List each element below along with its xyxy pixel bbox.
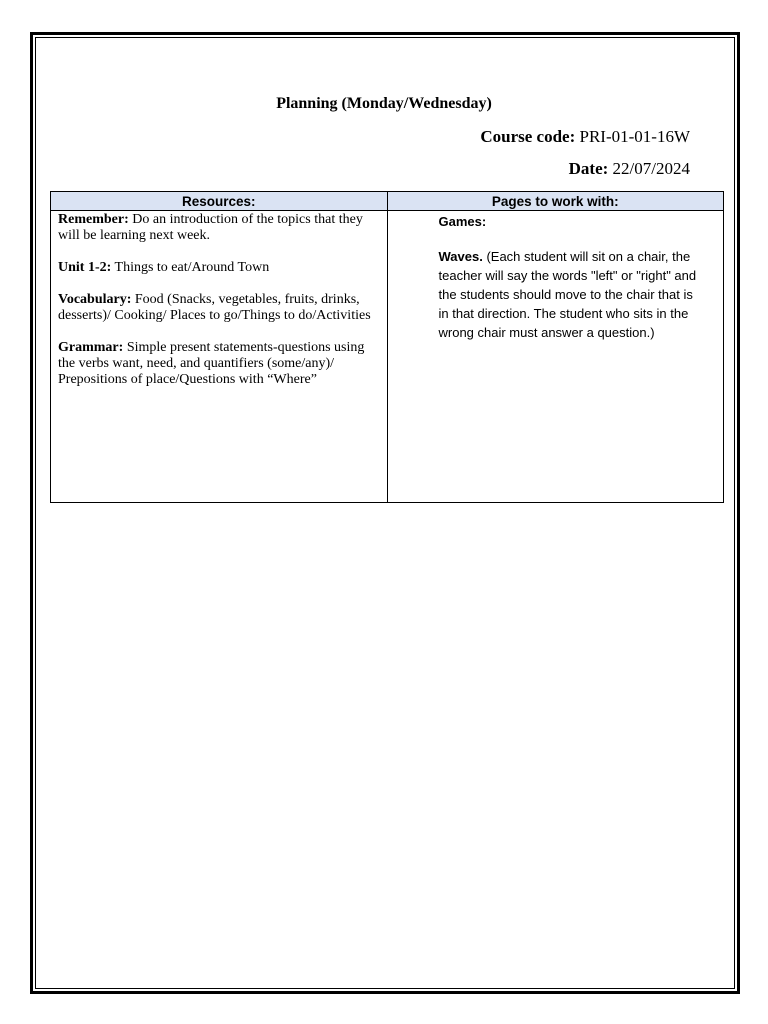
resources-header: Resources: bbox=[51, 192, 388, 211]
table-row bbox=[51, 211, 724, 503]
resource-remember bbox=[58, 212, 381, 244]
table-header-row bbox=[51, 192, 724, 211]
pages-header: Pages to work with: bbox=[387, 192, 724, 211]
page-border-inner bbox=[35, 37, 735, 989]
date-value: 22/07/2024 bbox=[608, 159, 690, 178]
games-activity bbox=[439, 247, 706, 342]
resources-cell bbox=[51, 211, 388, 503]
resource-text: Do an introduction of the topics that they will be learning next week. bbox=[58, 212, 363, 243]
date-label: Date: bbox=[568, 159, 609, 178]
resource-unit bbox=[58, 260, 381, 276]
activity-label: Waves. bbox=[438, 249, 483, 264]
resource-label: Vocabulary: bbox=[58, 292, 132, 307]
course-code-line bbox=[480, 127, 690, 147]
resource-label: Grammar: bbox=[58, 340, 124, 355]
resource-label: Unit 1-2: bbox=[58, 260, 112, 275]
document-title: Planning (Monday/Wednesday) bbox=[276, 95, 492, 112]
resource-text: Food (Snacks, vegetables, fruits, drinks, desserts)/ Cooking/ Places to go/Things to do/Activities bbox=[58, 292, 371, 323]
resource-label: Remember: bbox=[58, 212, 129, 227]
resource-vocabulary bbox=[58, 292, 381, 324]
resource-text: Simple present statements-questions using the verbs want, need, and quantifiers (some/any)/ Prepositions of place/Questions with “Where” bbox=[58, 340, 365, 387]
pages-cell bbox=[387, 211, 724, 503]
date-line bbox=[569, 159, 690, 179]
resource-grammar bbox=[58, 340, 381, 388]
planning-table bbox=[50, 191, 724, 503]
games-heading: Games: bbox=[438, 214, 487, 229]
resource-text: Things to eat/Around Town bbox=[111, 260, 270, 275]
course-code-value: PRI-01-01-16W bbox=[575, 127, 690, 146]
course-code-label: Course code: bbox=[480, 127, 576, 146]
activity-text: (Each student will sit on a chair, the teacher will say the words "left" or "right" and the students should move to the chair that is in that direction. The student who sits in the wrong chair must answer a question.) bbox=[438, 249, 697, 340]
